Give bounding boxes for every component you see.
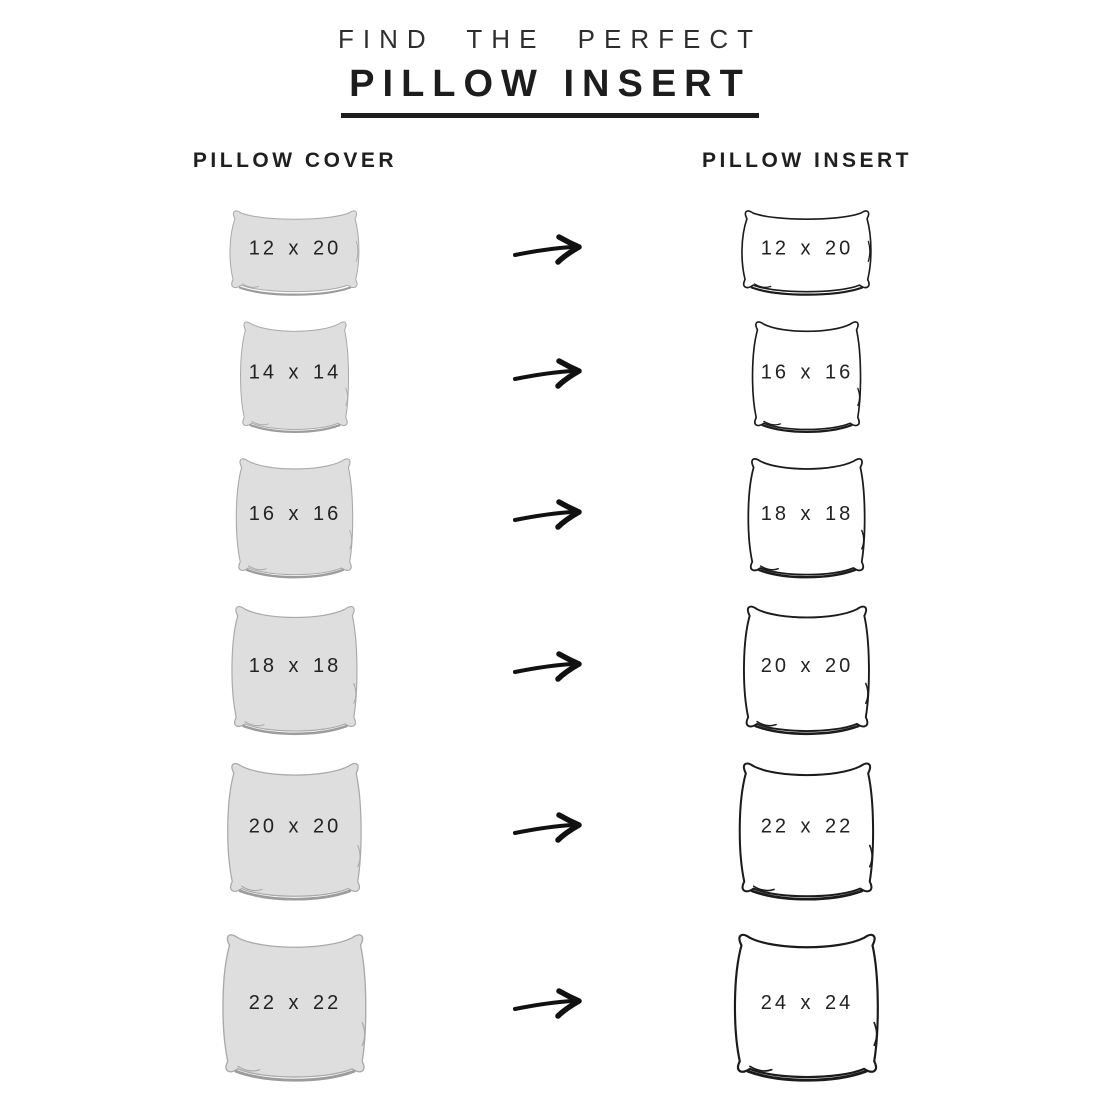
pillow-cover-graphic [227, 451, 364, 581]
right-arrow-icon [511, 357, 587, 393]
column-header-pillow-insert: PILLOW INSERT [702, 149, 912, 172]
size-row [0, 925, 1100, 1085]
pillow-size-label: 22 x 22 [760, 815, 854, 838]
title-line-1: FIND THE PERFECT [338, 24, 762, 54]
right-arrow-icon [511, 811, 587, 847]
title-line-2: PILLOW INSERT [341, 63, 759, 118]
pillow-size-label: 22 x 22 [248, 992, 342, 1015]
right-arrow-icon [511, 987, 587, 1023]
pillow-size-label: 20 x 20 [248, 815, 342, 838]
pillow-size-label: 14 x 14 [248, 361, 342, 384]
size-row [0, 451, 1100, 581]
size-row [0, 598, 1100, 738]
size-row [0, 754, 1100, 903]
size-row [0, 314, 1100, 435]
pillow-insert-graphic [744, 314, 871, 435]
pillow-cover-graphic [211, 925, 379, 1085]
pillow-insert-graphic [739, 451, 876, 581]
pillow-insert-graphic [723, 925, 891, 1085]
size-row [0, 202, 1100, 299]
right-arrow-icon [511, 498, 587, 534]
pillow-size-label: 12 x 20 [760, 237, 854, 260]
pillow-cover-graphic [222, 598, 369, 738]
right-arrow-icon [511, 233, 587, 269]
page-title [0, 24, 1100, 118]
pillow-insert-graphic [734, 598, 881, 738]
right-arrow-icon [511, 650, 587, 686]
pillow-size-label: 18 x 18 [248, 655, 342, 678]
pillow-size-label: 18 x 18 [760, 503, 854, 526]
pillow-size-label: 24 x 24 [760, 992, 854, 1015]
pillow-size-label: 16 x 16 [760, 361, 854, 384]
pillow-size-label: 16 x 16 [248, 503, 342, 526]
column-header-pillow-cover: PILLOW COVER [192, 149, 398, 172]
pillow-size-label: 12 x 20 [248, 237, 342, 260]
pillow-cover-graphic [217, 754, 374, 903]
pillow-size-label: 20 x 20 [760, 655, 854, 678]
pillow-insert-graphic [731, 202, 883, 299]
pillow-insert-graphic [729, 754, 886, 903]
pillow-cover-graphic [219, 202, 371, 299]
pillow-cover-graphic [232, 314, 359, 435]
